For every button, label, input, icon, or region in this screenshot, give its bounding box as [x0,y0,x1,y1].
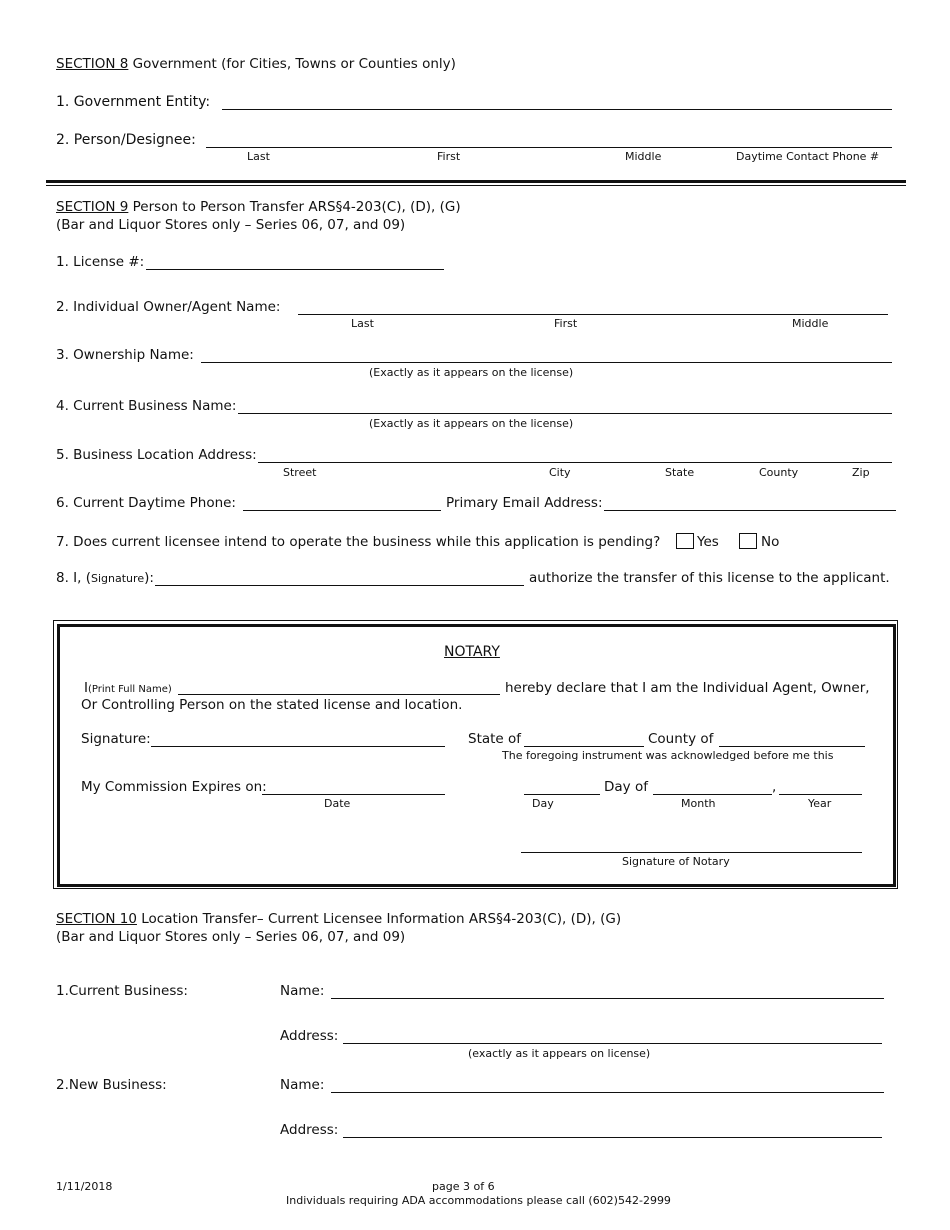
current-business-address-input[interactable] [343,1043,882,1044]
section10-subheading: (Bar and Liquor Stores only – Series 06, 07, and 09) [56,929,406,945]
email-field[interactable] [604,510,896,511]
email-label: Primary Email Address: [446,495,603,511]
owner-first-label: First [554,317,578,330]
authorize-text: authorize the transfer of this license to the applicant. [529,570,890,586]
section8-heading-text: Government (for Cities, Towns or Counties only) [128,56,456,72]
footer-page-number: page 3 of 6 [432,1180,495,1193]
section-divider-thin [46,185,906,186]
designee-middle-label: Middle [625,150,662,163]
current-business-name-hint: (Exactly as it appears on the license) [369,417,574,430]
notary-print-name-field[interactable] [178,694,500,695]
current-business-address-label: Address: [280,1028,339,1044]
authorize-signature-field[interactable] [155,585,524,586]
owner-agent-name-label: 2. Individual Owner/Agent Name: [56,299,281,315]
notary-comma: , [772,779,777,795]
section-divider-thick [46,180,906,183]
notary-day-field[interactable] [524,794,600,795]
designee-first-label: First [437,150,461,163]
notary-sub-month: Month [681,797,716,810]
new-business-name-label: Name: [280,1077,325,1093]
operate-question: 7. Does current licensee intend to operate the business while this application is pending? [56,534,661,550]
new-business-address-input[interactable] [343,1137,882,1138]
footer-date: 1/11/2018 [56,1180,113,1193]
daytime-phone-field[interactable] [243,510,441,511]
current-business-name-label: 4. Current Business Name: [56,398,237,414]
notary-title: NOTARY [444,644,500,660]
section9-heading [56,201,461,215]
government-entity-label: 1. Government Entity: [56,94,211,110]
license-number-field[interactable] [146,269,444,270]
section9-subheading: (Bar and Liquor Stores only – Series 06, 07, and 09) [56,217,406,233]
notary-county-field[interactable] [719,746,865,747]
person-designee-label: 2. Person/Designee: [56,132,196,148]
section8-heading-label: SECTION 8 [56,56,129,72]
section9-heading-label: SECTION 9 [56,199,129,215]
current-business-name-input[interactable] [331,998,884,999]
notary-sub-year: Year [808,797,832,810]
business-location-label: 5. Business Location Address: [56,447,257,463]
notary-month-field[interactable] [653,794,772,795]
owner-last-label: Last [351,317,374,330]
ownership-name-hint: (Exactly as it appears on the license) [369,366,574,379]
location-street-label: Street [283,466,317,479]
location-county-label: County [759,466,799,479]
new-business-address-label: Address: [280,1122,339,1138]
no-label: No [761,534,780,550]
notary-state-label: State of [468,731,522,747]
yes-checkbox[interactable] [676,533,694,549]
section10-heading-text: Location Transfer– Current Licensee Information ARS§4-203(C), (D), (G) [136,911,622,927]
designee-last-label: Last [247,150,270,163]
ownership-name-field[interactable] [201,362,892,363]
location-zip-label: Zip [852,466,870,479]
notary-signature-label: Signature: [81,731,151,747]
authorize-prefix: 8. I, ( [56,570,92,586]
designee-phone-label: Daytime Contact Phone # [736,150,880,163]
notary-sub-day: Day [532,797,554,810]
current-business-address-hint: (exactly as it appears on license) [468,1047,651,1060]
notary-year-field[interactable] [779,794,862,795]
commission-expires-field[interactable] [262,794,445,795]
notary-foregoing-text: The foregoing instrument was acknowledged before me this [502,749,834,762]
location-state-label: State [665,466,695,479]
no-checkbox[interactable] [739,533,757,549]
notary-print-name-label [84,682,172,696]
section10-heading-label: SECTION 10 [56,911,137,927]
new-business-name-input[interactable] [331,1092,884,1093]
commission-expires-label: My Commission Expires on: [81,779,267,795]
footer-ada-notice: Individuals requiring ADA accommodations please call (602)542-2999 [286,1194,671,1207]
government-entity-field[interactable] [222,109,892,110]
yes-label: Yes [697,534,719,550]
notary-declare-text: hereby declare that I am the Individual Agent, Owner, [505,680,870,696]
business-location-field[interactable] [258,462,892,463]
current-business-label: 1.Current Business: [56,983,188,999]
notary-day-of-label: Day of [604,779,648,795]
notary-i-label: I [84,680,88,696]
authorize-label [56,572,154,586]
notary-print-full-name: (Print Full Name) [87,684,172,695]
section10-heading [56,913,621,927]
owner-agent-name-field[interactable] [298,314,888,315]
notary-signature-field[interactable] [151,746,445,747]
current-business-name-field[interactable] [238,413,892,414]
authorize-signature-word: Signature [91,572,145,585]
owner-middle-label: Middle [792,317,829,330]
notary-state-field[interactable] [524,746,644,747]
person-designee-field[interactable] [206,147,892,148]
section8-heading [56,58,456,72]
commission-date-label: Date [324,797,351,810]
daytime-phone-label: 6. Current Daytime Phone: [56,495,236,511]
authorize-suffix: ): [144,570,154,586]
notary-signature-of-notary-field[interactable] [521,852,862,853]
new-business-label: 2.New Business: [56,1077,167,1093]
signature-of-notary-label: Signature of Notary [622,855,730,868]
ownership-name-label: 3. Ownership Name: [56,347,194,363]
section9-heading-text: Person to Person Transfer ARS§4-203(C), (D), (G) [128,199,461,215]
license-number-label: 1. License #: [56,254,145,270]
location-city-label: City [549,466,571,479]
current-business-name-label2: Name: [280,983,325,999]
notary-county-label: County of [648,731,714,747]
notary-declare-text2: Or Controlling Person on the stated license and location. [81,697,463,713]
